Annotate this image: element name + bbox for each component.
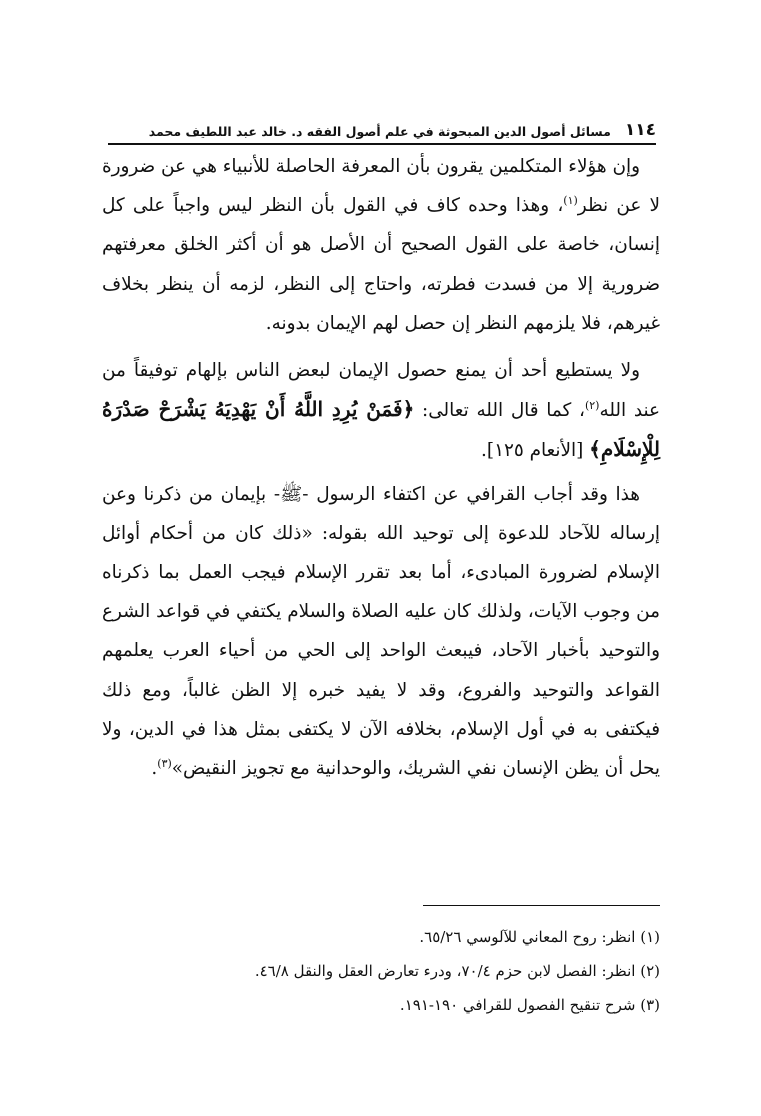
paragraph-3-text-a: هذا وقد أجاب القرافي عن اكتفاء الرسول -ﷺ- بإيمان من ذكرنا وعن إرساله للآحاد للدعوة إلى توحيد الله بقوله: «ذلك كان من أحكام أوائل الإسلام لضرورة المبادىء، أما بعد تقرر الإسلام فيجب العمل بما ذكرناه من وجوب الآيات، ولذلك كان عليه الصلاة والسلام يكتفي في قواعد الشرع والتوحيد بأخبار الآحاد، فيبعث الواحد إلى الحي من أحياء العرب يعلمهم القواعد والتوحيد والفروع، وقد لا يفيد خبره إلا الظن غالباً، ومع ذلك فيكتفى به في أول الإسلام، بخلافه الآن لا يكتفى بمثل هذا في الدين، ولا يحل أن يظن الإنسان نفي الشريك، والوحدانية مع تجويز النقيض»	[102, 483, 660, 780]
footnotes	[102, 920, 660, 1022]
paragraph-1	[102, 147, 660, 343]
page-number: ١١٤	[624, 120, 656, 140]
running-title: مسائل أصول الدين المبحوثة في علم أصول الفقه د. خالد عبد اللطيف محمد	[148, 124, 611, 139]
footnote-2: (٢) انظر: الفصل لابن حزم ٧٠/٤، ودرء تعارض العقل والنقل ٤٦/٨.	[254, 962, 660, 980]
paragraph-3	[102, 475, 660, 789]
paragraph-3-text-b: .	[151, 758, 158, 780]
footnote-ref-3: (٣)	[157, 756, 172, 770]
footnote-3: (٣) شرح تنقيح الفصول للقرافي ١٩٠-١٩١.	[399, 996, 660, 1014]
paragraph-2-text-a: ولا يستطيع أحد أن يمنع حصول الإيمان لبعض الناس بإلهام توفيقاً من عند الله	[102, 360, 660, 422]
paragraph-2-text-b: ، كما قال الله تعالى:	[414, 400, 585, 422]
footnote-1: (١) انظر: روح المعاني للآلوسي ٦٥/٢٦.	[419, 928, 660, 946]
footnote-ref-1: (١)	[563, 194, 578, 208]
paragraph-1-text-a: وإن هؤلاء المتكلمين يقرون بأن المعرفة الحاصلة للأنبياء هي عن ضرورة لا عن نظر	[102, 156, 660, 217]
footnote-ref-2: (٢)	[584, 399, 600, 413]
paragraph-2	[102, 351, 660, 471]
main-text	[102, 147, 660, 788]
footnote-separator	[423, 905, 660, 906]
page-header	[108, 117, 656, 145]
verse-reference: [الأنعام ١٢٥].	[481, 440, 590, 462]
paragraph-1-text-b: ، وهذا وحده كاف في القول بأن النظر ليس واجباً على كل إنسان، خاصة على القول الصحيح أن الأصل هو أن أكثر الخلق معرفتهم ضرورية إلا من فسدت فطرته، واحتاج إلى النظر، لزمه أن ينظر بخلاف غيرهم، فلا يلزمهم النظر إن حصل لهم الإيمان بدونه.	[102, 195, 660, 334]
quran-verse: ﴿فَمَنْ يُرِدِ اللَّهُ أَنْ يَهْدِيَهُ يَشْرَحْ صَدْرَهُ لِلْإِسْلَامِ﴾	[102, 397, 660, 462]
